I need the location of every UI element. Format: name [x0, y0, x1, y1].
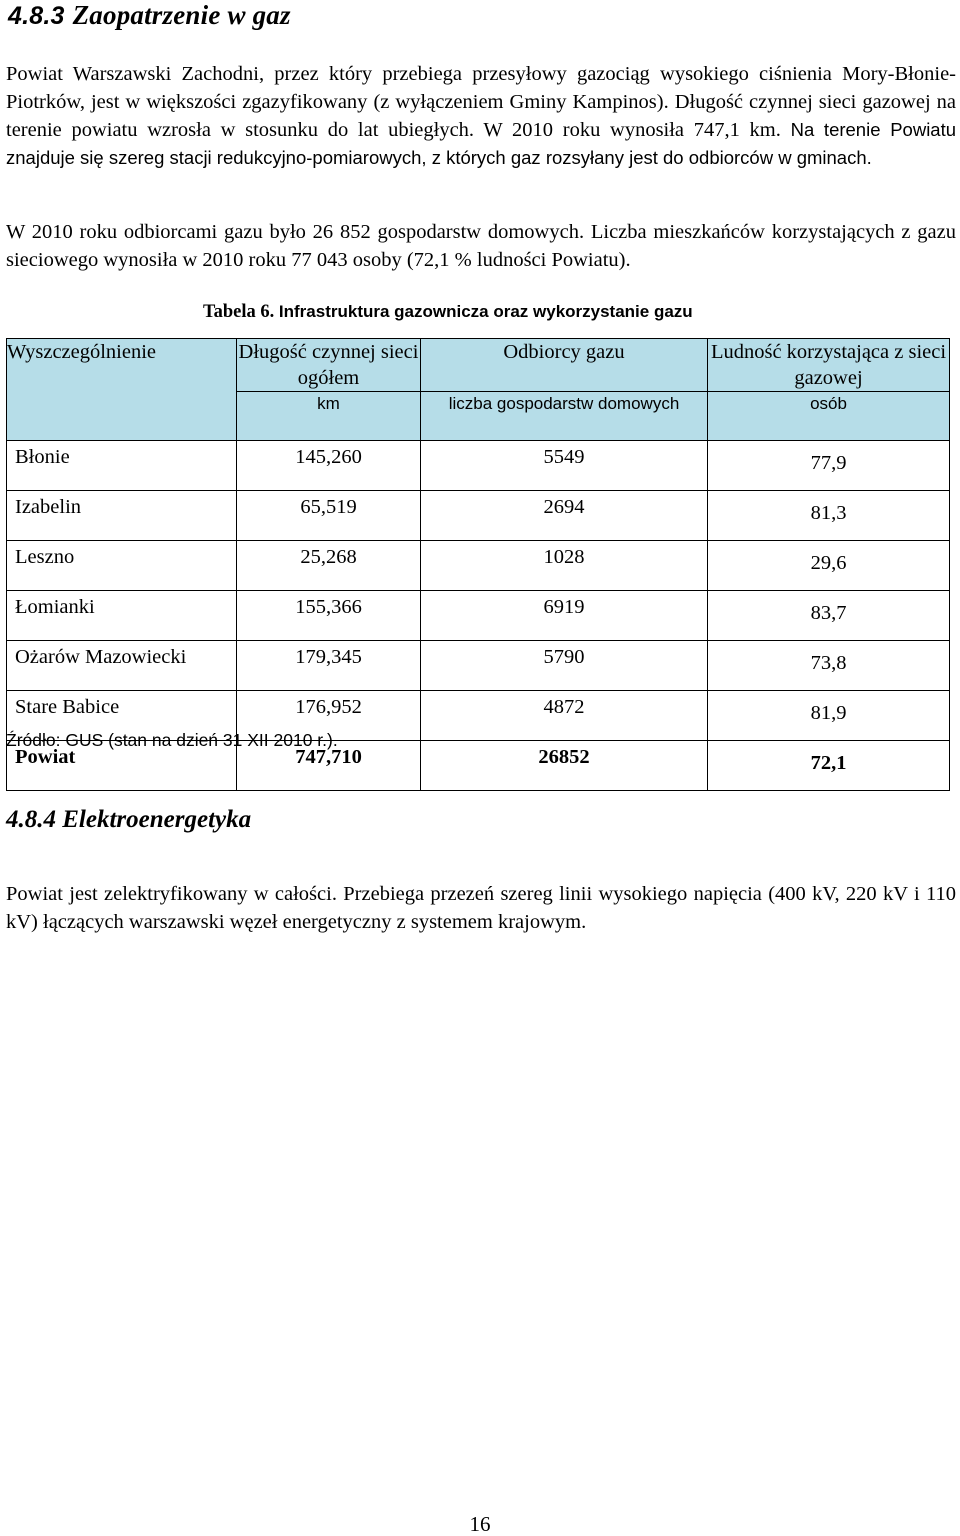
- table-row: [7, 591, 950, 641]
- header-recipients-label: Odbiorcy gazu: [503, 341, 625, 363]
- table-caption: [203, 300, 693, 324]
- cell-total-recipients: 26852: [421, 741, 708, 791]
- cell-name: Leszno: [7, 541, 237, 591]
- cell-length: 65,519: [237, 491, 421, 541]
- unit-population-label: osób: [810, 394, 847, 413]
- cell-population: 81,9: [708, 691, 950, 741]
- cell-population: 77,9: [708, 441, 950, 491]
- table-row: [7, 441, 950, 491]
- cell-recipients: 5790: [421, 641, 708, 691]
- paragraph-gas-network-part2: Na terenie Powiatu znajduje się szereg stacji redukcyjno-pomiarowych, z których gaz rozsyłany jest do odbiorców w gminach.: [6, 119, 957, 168]
- section2-title: Elektroenergetyka: [62, 806, 252, 833]
- cell-recipients: 5549: [421, 441, 708, 491]
- cell-name: Łomianki: [7, 591, 237, 641]
- cell-length: 179,345: [237, 641, 421, 691]
- paragraph-gas-recipients: W 2010 roku odbiorcami gazu było 26 852 gospodarstw domowych. Liczba mieszkańców korzystających z gazu sieciowego wynosiła w 2010 roku 77 043 osoby (72,1 % ludności Powiatu).: [6, 221, 956, 271]
- section-heading-gas: [8, 0, 291, 31]
- header-population-label: Ludność korzystająca z sieci gazowej: [710, 341, 947, 389]
- header-cell-length: [237, 339, 421, 392]
- cell-recipients: 2694: [421, 491, 708, 541]
- table-source-note: Źródło: GUS (stan na dzień 31 XII 2010 r.).: [6, 730, 338, 750]
- table-row: [7, 541, 950, 591]
- unit-cell-population: [708, 392, 950, 441]
- paragraph-electricity: Powiat jest zelektryfikowany w całości. Przebiega przezeń szereg linii wysokiego napięcia (400 kV, 220 kV i 110 kV) łączących warszawski węzeł energetyczny z systemem krajowym.: [6, 883, 956, 933]
- cell-total-population: 72,1: [708, 741, 950, 791]
- cell-name: Stare Babice: [7, 691, 237, 741]
- unit-cell-recipients: [421, 392, 708, 441]
- cell-length: 145,260: [237, 441, 421, 491]
- section2-number: 4.8.4: [6, 806, 56, 833]
- cell-population: 73,8: [708, 641, 950, 691]
- table-row: [7, 491, 950, 541]
- cell-recipients: 6919: [421, 591, 708, 641]
- cell-name: Ożarów Mazowiecki: [7, 641, 237, 691]
- cell-population: 29,6: [708, 541, 950, 591]
- unit-cell-length: [237, 392, 421, 441]
- table-caption-label: Tabela 6.: [203, 302, 275, 322]
- gas-infrastructure-table: [6, 338, 950, 791]
- header-cell-recipients: [421, 339, 708, 392]
- header-cell-item: [7, 339, 237, 441]
- table-caption-text: Infrastruktura gazownicza oraz wykorzystanie gazu: [278, 302, 693, 321]
- cell-total-name: Powiat: [7, 741, 237, 791]
- cell-length: 176,952: [237, 691, 421, 741]
- cell-recipients: 1028: [421, 541, 708, 591]
- header-cell-population: [708, 339, 950, 392]
- paragraph-gas-network-part1: Powiat Warszawski Zachodni, przez który przebiega przesyłowy gazociąg wysokiego ciśnienia Mory-Błonie-Piotrków, jest w większości zgazyfikowany (z wyłączeniem Gminy Kampinos). Długość czynnej sieci gazowej na terenie powiatu wzrosła w stosunku do lat ubiegłych. W 2010 roku wynosiła 747,1 km.: [6, 63, 956, 141]
- paragraph-gas-network: [6, 60, 956, 172]
- cell-length: 25,268: [237, 541, 421, 591]
- cell-recipients: 4872: [421, 691, 708, 741]
- unit-length-label: km: [317, 394, 340, 413]
- table-header-row: [7, 339, 950, 392]
- cell-length: 155,366: [237, 591, 421, 641]
- cell-total-length: 747,710: [237, 741, 421, 791]
- header-item-label: Wyszczególnienie: [7, 341, 157, 363]
- section-title: Zaopatrzenie w gaz: [72, 0, 291, 30]
- header-length-label: Długość czynnej sieci ogółem: [238, 341, 419, 389]
- cell-name: Błonie: [7, 441, 237, 491]
- section-number: 4.8.3: [8, 2, 65, 30]
- cell-population: 81,3: [708, 491, 950, 541]
- section-heading-electricity: [6, 805, 251, 835]
- cell-population: 83,7: [708, 591, 950, 641]
- unit-recipients-label: liczba gospodarstw domowych: [448, 394, 680, 413]
- table-row: [7, 641, 950, 691]
- cell-name: Izabelin: [7, 491, 237, 541]
- page-number: 16: [469, 1512, 491, 1536]
